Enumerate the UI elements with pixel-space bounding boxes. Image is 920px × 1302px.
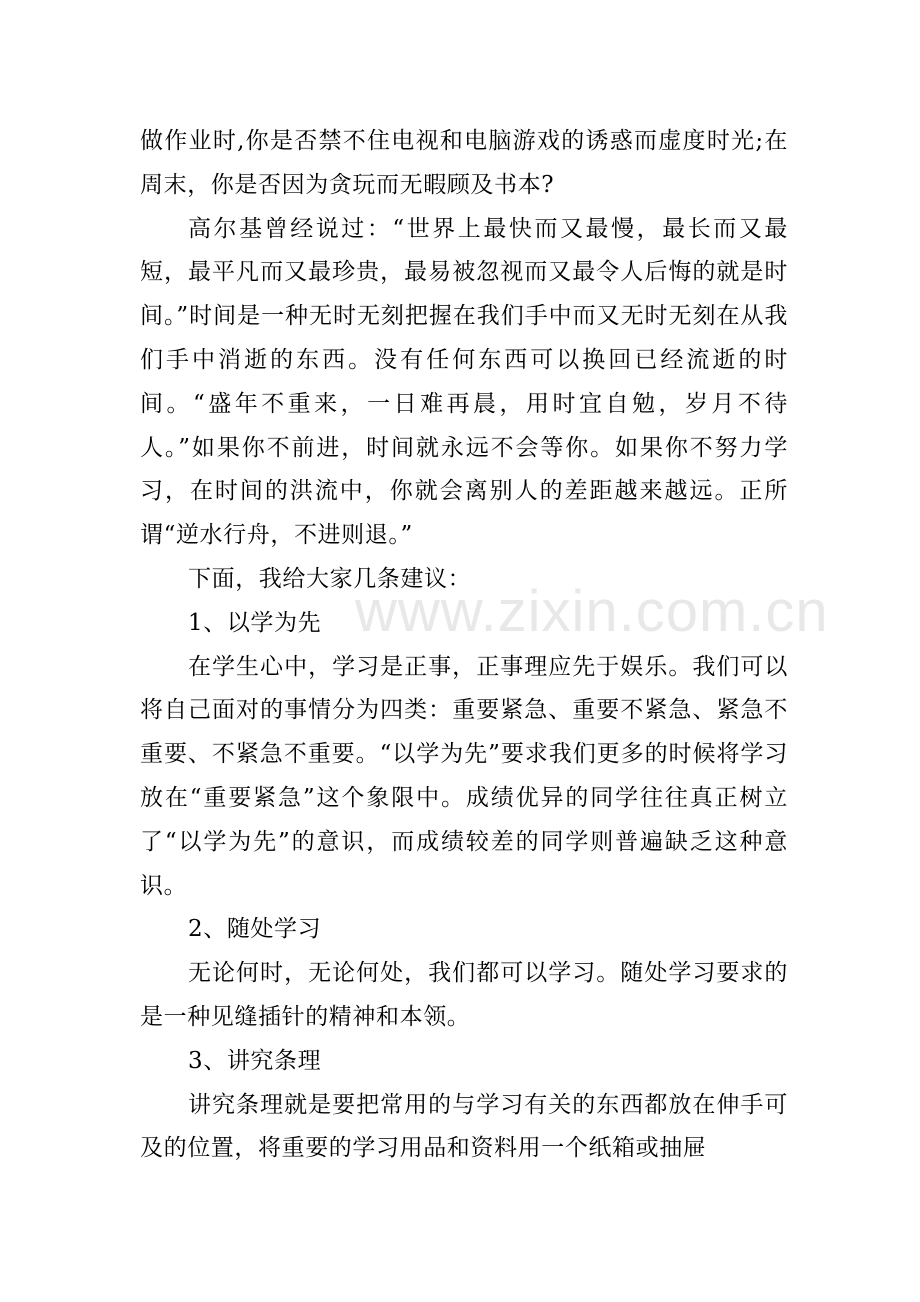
paragraph-gorky-quote: 高尔基曾经说过：“世界上最快而又最慢，最长而又最短，最平凡而又最珍贵，最易被忽视而又最令人后悔的就是时间。”时间是一种无时无刻把握在我们手中而又无时无刻在从我们手中消逝的东西。没有任何东西可以换回已经流逝的时间。“盛年不重来，一日难再晨，用时宜自勉，岁月不待人。”如果你不前进，时间就永远不会等你。如果你不努力学习，在时间的洪流中，你就会离别人的差距越来越远。正所谓“逆水行舟，不进则退。”	[140, 215, 788, 549]
heading-be-organized: 3、讲究条理	[188, 1047, 322, 1074]
heading-study-anywhere: 2、随处学习	[188, 916, 322, 943]
paragraph-study-first: 在学生心中，学习是正事，正事理应先于娱乐。我们可以将自己面对的事情分为四类：重要紧急、重要不紧急、紧急不重要、不紧急不重要。“以学为先”要求我们更多的时候将学习放在“重要紧急”这个象限中。成绩优异的同学往往真正树立了“以学为先”的意识，而成绩较差的同学则普遍缺乏这种意识。	[140, 653, 788, 899]
paragraph-be-organized: 讲究条理就是要把常用的与学习有关的东西都放在伸手可及的位置，将重要的学习用品和资料用一个纸箱或抽屉	[140, 1091, 788, 1162]
paragraph-study-anywhere: 无论何时，无论何处，我们都可以学习。随处学习要求的是一种见缝插针的精神和本领。	[140, 960, 788, 1030]
watermark-text: www.zixin.com.cn	[355, 579, 829, 644]
document-body	[140, 120, 788, 1171]
paragraph-suggestions-intro: 下面，我给大家几条建议：	[188, 565, 472, 592]
heading-study-first: 1、以学为先	[188, 609, 322, 636]
paragraph-intro-question: 做作业时,你是否禁不住电视和电脑游戏的诱惑而虚度时光;在周末，你是否因为贪玩而无暇顾及书本?	[140, 128, 788, 198]
